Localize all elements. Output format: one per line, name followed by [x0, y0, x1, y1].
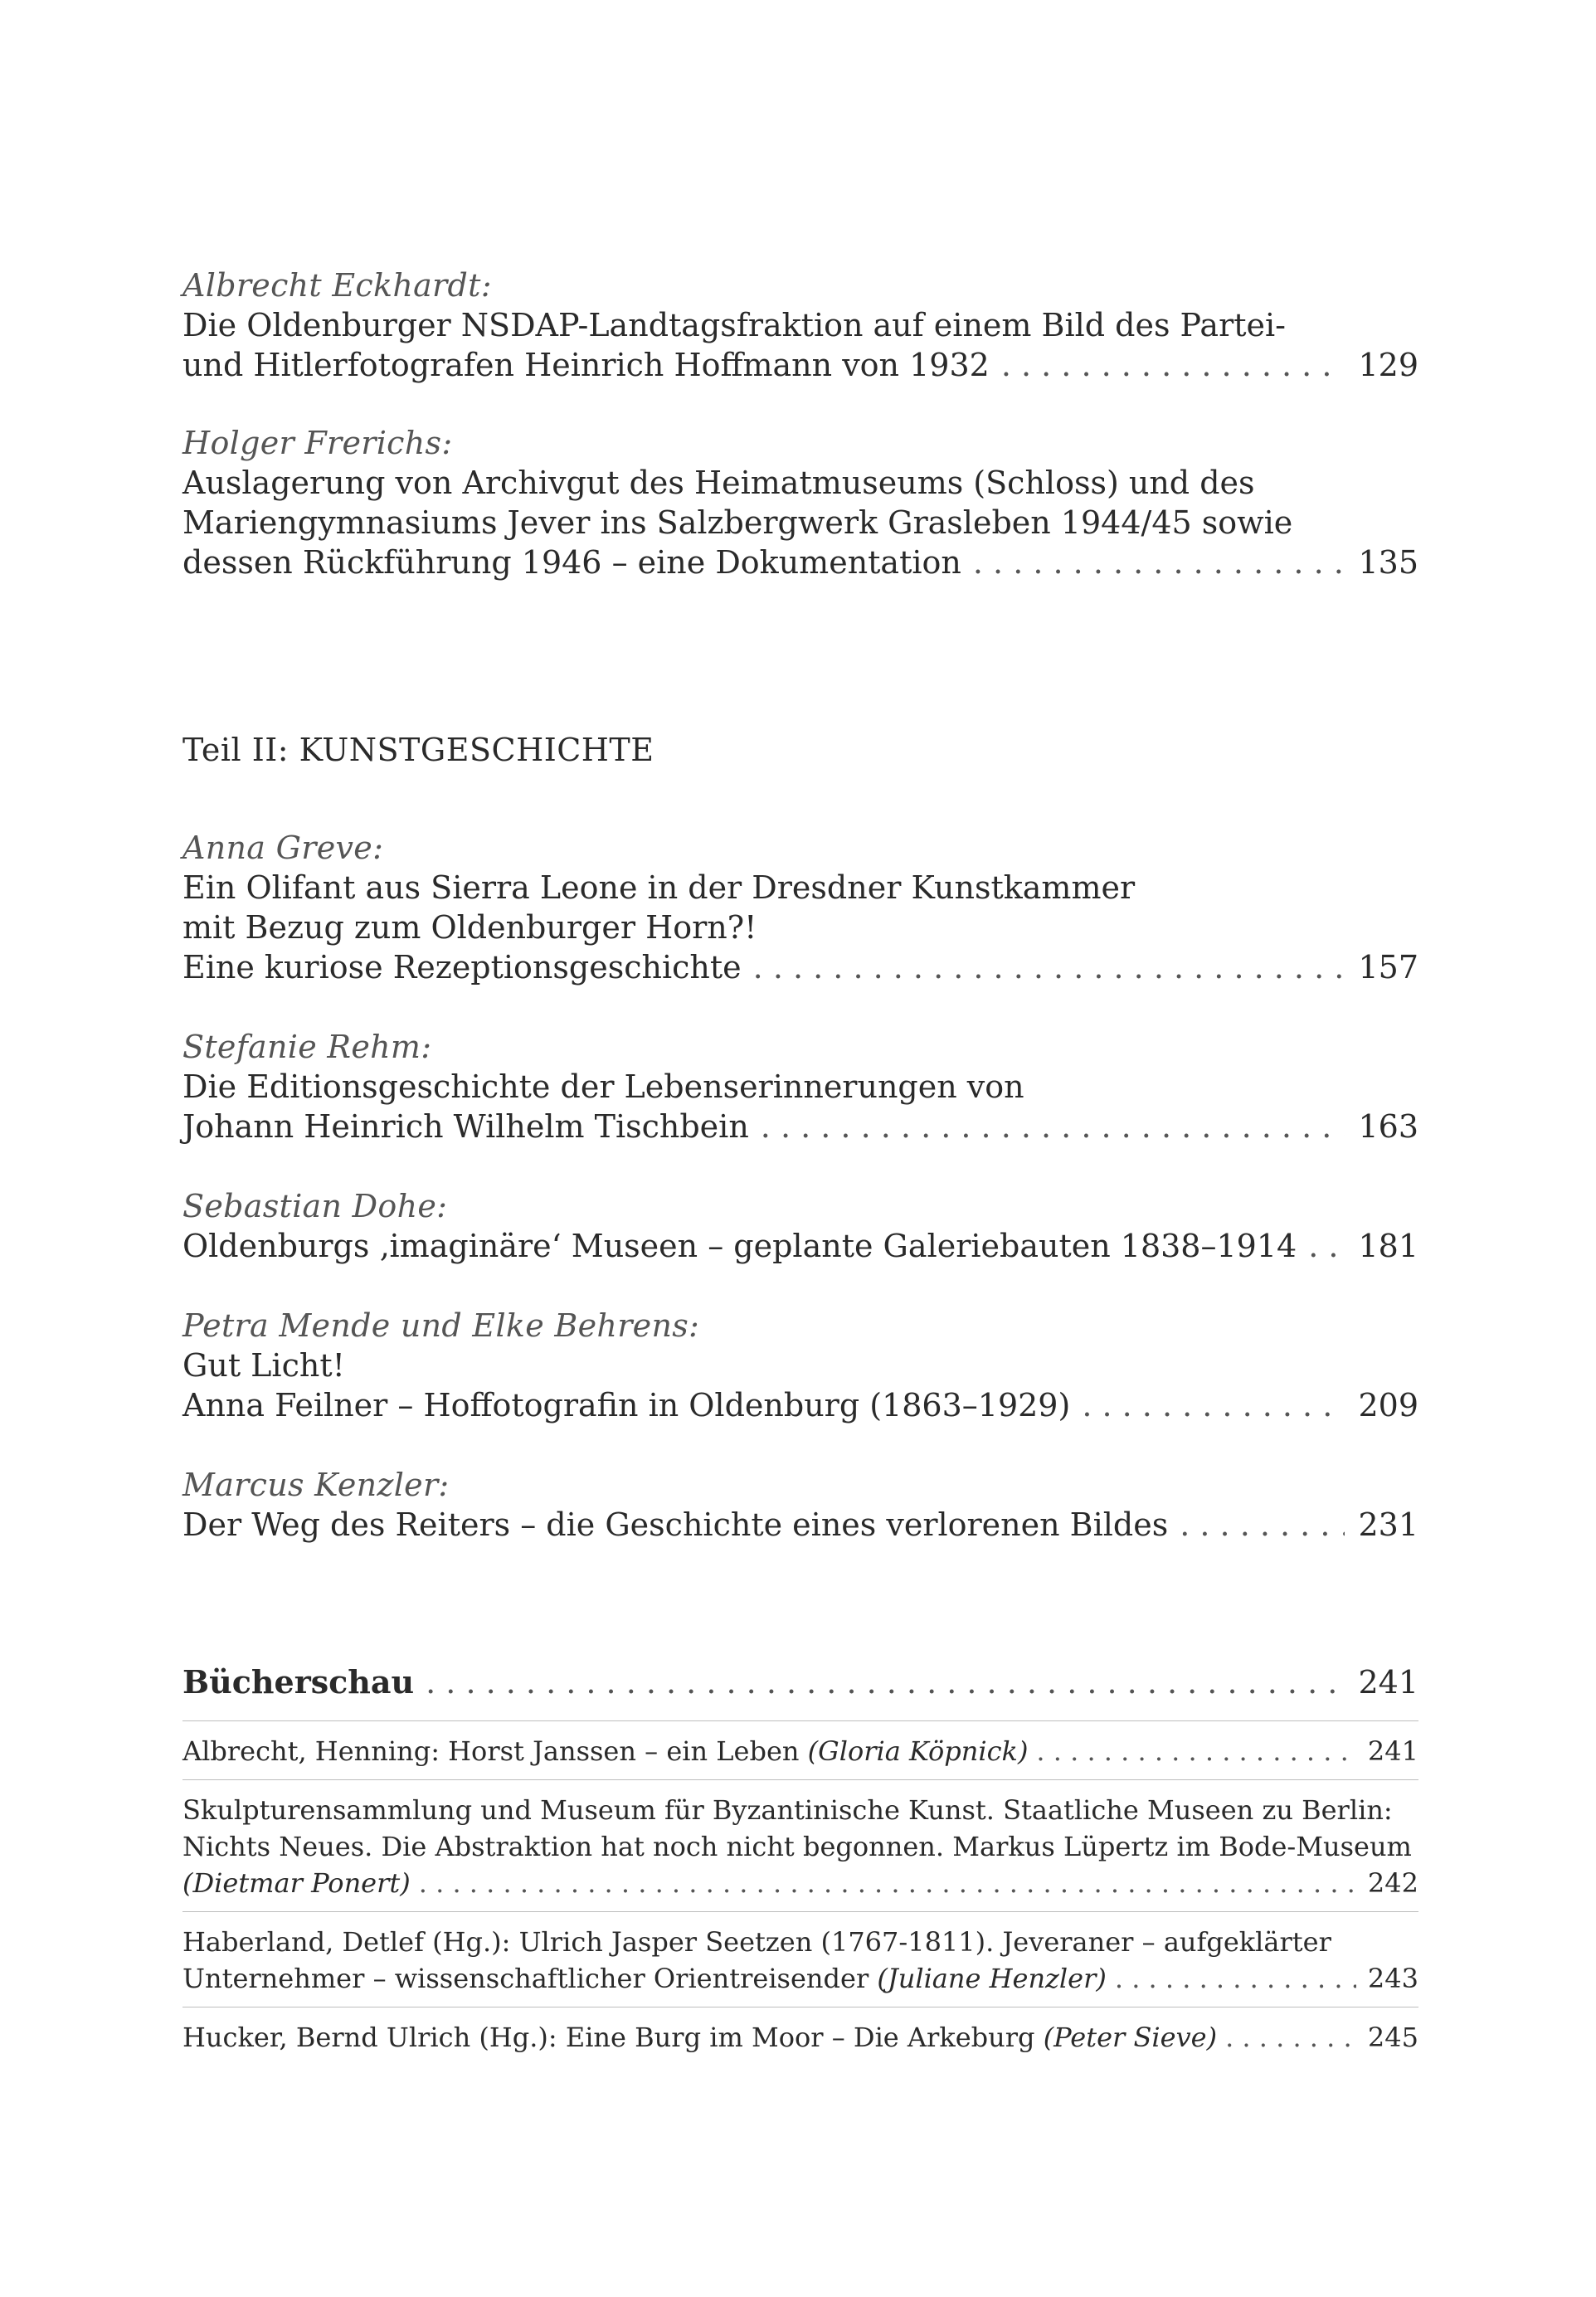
review-title-line: Haberland, Detlef (Hg.): Ulrich Jasper Seetzen (1767-1811). Jeveraner – aufgeklärter — [182, 1926, 1331, 1958]
review-title — [182, 1733, 1028, 1769]
review-title-text: Hucker, Bernd Ulrich (Hg.): Eine Burg im Moor – Die Arkeburg — [182, 2022, 1035, 2053]
entry-title-text: und Hitlerfotografen Heinrich Hoffmann von 1932 — [182, 347, 990, 383]
review-title — [182, 2019, 1217, 2056]
review-title-text: Albrecht, Henning: Horst Janssen – ein Leben — [182, 1735, 800, 1767]
entry-page-number: 209 — [1358, 1387, 1418, 1423]
entry-title-last-line — [182, 1226, 1418, 1266]
entry-title-text: Oldenburgs ‚imaginäre‘ Museen – geplante Galeriebauten 1838–1914 — [182, 1228, 1297, 1264]
entry-title-line: Auslagerung von Archivgut des Heimatmuseums (Schloss) und des — [182, 465, 1255, 501]
toc-block-part1 — [182, 265, 1418, 582]
review-item — [182, 2019, 1418, 2056]
dot-leader — [1001, 345, 1345, 385]
entry-title-last-line — [182, 1107, 1418, 1146]
toc-entry — [182, 423, 1418, 582]
dot-leader — [1180, 1505, 1345, 1545]
entry-title-last-line — [182, 543, 1418, 582]
review-title — [182, 1960, 1107, 1997]
dot-leader — [419, 1865, 1356, 1901]
entry-title-last-line — [182, 947, 1418, 987]
review-item — [182, 1924, 1418, 1997]
entry-title-line: Die Editionsgeschichte der Lebenserinnerungen von — [182, 1068, 1024, 1105]
entry-author: Anna Greve: — [182, 830, 384, 866]
review-page-number: 242 — [1367, 1867, 1418, 1899]
toc-entry — [182, 828, 1418, 987]
review-page-number: 243 — [1367, 1963, 1418, 1994]
review-title-text: Unternehmer – wissenschaftlicher Orientreisender — [182, 1963, 869, 1994]
toc-entry — [182, 265, 1418, 385]
book-review-section — [182, 1662, 1418, 2056]
entry-author: Marcus Kenzler: — [182, 1467, 450, 1503]
dot-leader — [1115, 1960, 1356, 1997]
entry-author: Petra Mende und Elke Behrens: — [182, 1307, 700, 1344]
entry-title-line: Mariengymnasiums Jever ins Salzbergwerk Grasleben 1944/45 sowie — [182, 504, 1293, 541]
section-heading: Teil II: KUNSTGESCHICHTE — [182, 732, 654, 768]
entry-title-text: Der Weg des Reiters – die Geschichte eines verlorenen Bildes — [182, 1506, 1169, 1543]
review-title-last-line — [182, 1960, 1418, 1997]
dot-leader — [753, 947, 1345, 987]
review-page-number: 241 — [1367, 1735, 1418, 1767]
review-item — [182, 1733, 1418, 1769]
dot-leader — [1225, 2019, 1356, 2056]
entry-title-text: Anna Feilner – Hoffotografin in Oldenburg (1863–1929) — [182, 1387, 1071, 1423]
dot-leader — [1308, 1226, 1345, 1266]
entry-title-last-line — [182, 1505, 1418, 1545]
entry-title-line: Die Oldenburger NSDAP-Landtagsfraktion auf einem Bild des Partei- — [182, 307, 1286, 343]
review-page-number: 245 — [1367, 2022, 1418, 2053]
entry-title-last-line — [182, 345, 1418, 385]
toc-block-part2 — [182, 828, 1418, 1545]
entry-title-line: mit Bezug zum Oldenburger Horn?! — [182, 909, 757, 946]
divider — [182, 1911, 1418, 1912]
entry-page-number: 129 — [1358, 347, 1418, 383]
dot-leader — [1036, 1733, 1356, 1769]
review-title-line: Skulpturensammlung und Museum für Byzantinische Kunst. Staatliche Museen zu Berlin: — [182, 1794, 1393, 1826]
entry-page-number: 181 — [1358, 1228, 1418, 1264]
reviewer-name: (Gloria Köpnick) — [807, 1735, 1029, 1767]
review-title-line: Nichts Neues. Die Abstraktion hat noch nicht begonnen. Markus Lüpertz im Bode-Museum — [182, 1831, 1412, 1862]
reviewer-name: (Juliane Henzler) — [877, 1963, 1107, 1994]
book-review-page-number: 241 — [1358, 1664, 1418, 1701]
entry-title-text: dessen Rückführung 1946 – eine Dokumentation — [182, 544, 961, 581]
divider — [182, 1720, 1418, 1721]
entry-title-text: Johann Heinrich Wilhelm Tischbein — [182, 1108, 749, 1145]
reviewer-name: (Peter Sieve) — [1043, 2022, 1218, 2053]
dot-leader — [761, 1107, 1345, 1146]
entry-author: Holger Frerichs: — [182, 425, 453, 461]
entry-page-number: 231 — [1358, 1506, 1418, 1543]
entry-author: Sebastian Dohe: — [182, 1188, 448, 1224]
dot-leader — [426, 1662, 1345, 1702]
entry-author: Stefanie Rehm: — [182, 1029, 432, 1065]
entry-page-number: 157 — [1358, 949, 1418, 985]
entry-page-number: 135 — [1358, 544, 1418, 581]
toc-entry — [182, 1027, 1418, 1146]
entry-title-last-line — [182, 1385, 1418, 1425]
toc-entry — [182, 1186, 1418, 1266]
entry-author: Albrecht Eckhardt: — [182, 267, 492, 304]
toc-entry — [182, 1306, 1418, 1425]
reviewer-name: (Dietmar Ponert) — [182, 1867, 411, 1899]
review-title-last-line — [182, 1865, 1418, 1901]
book-review-heading — [182, 1662, 1418, 1702]
toc-entry — [182, 1465, 1418, 1545]
entry-page-number: 163 — [1358, 1108, 1418, 1145]
dot-leader — [973, 543, 1345, 582]
book-review-title: Bücherschau — [182, 1663, 415, 1701]
entry-title-line: Ein Olifant aus Sierra Leone in der Dresdner Kunstkammer — [182, 869, 1136, 906]
divider — [182, 1779, 1418, 1780]
dot-leader — [1082, 1385, 1345, 1425]
entry-title-text: Eine kuriose Rezeptionsgeschichte — [182, 949, 742, 985]
review-item — [182, 1792, 1418, 1901]
entry-title-line: Gut Licht! — [182, 1347, 345, 1384]
